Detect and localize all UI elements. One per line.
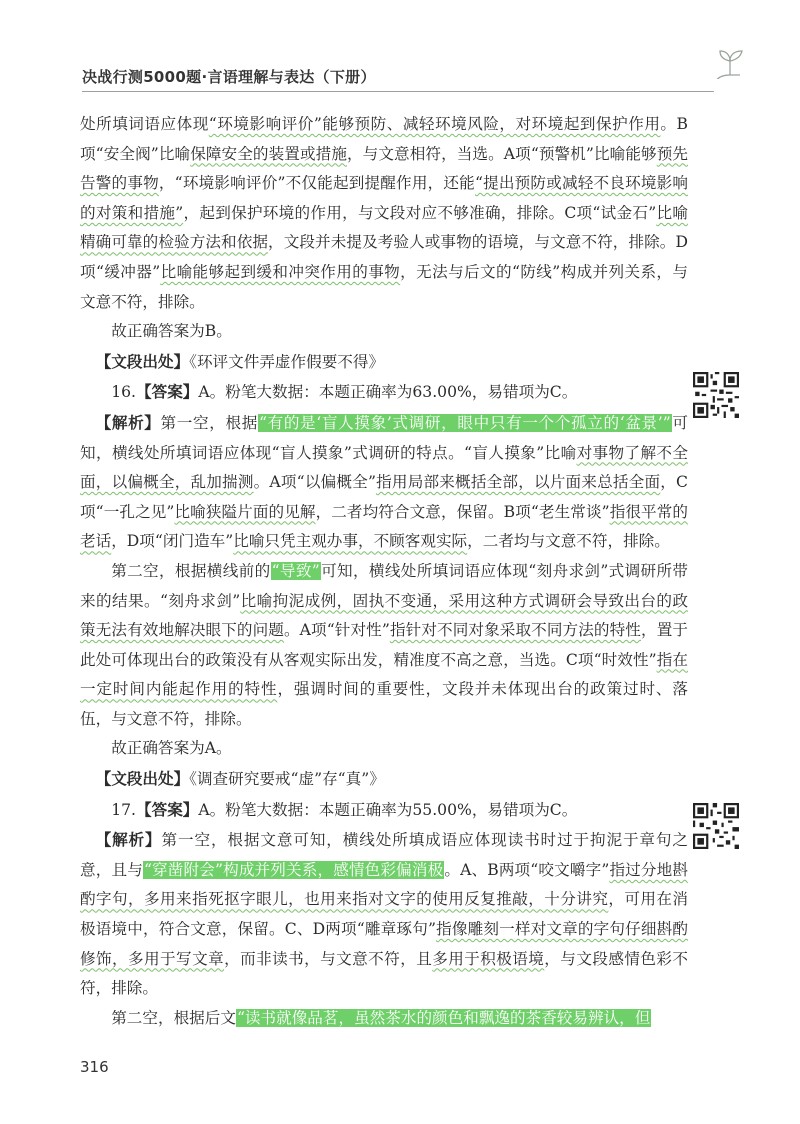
paragraph: 处所填词语应体现“环境影响评价”能够预防、减轻环境风险，对环境起到保护作用。B项“安全阀”比喻保障安全的装置或措施，与文意相符，当选。A项“预警机”比喻能够预先告警的事物，“环境影响评价”不仅能起到提醒作用，还能“提出预防或减轻不良环境影响的对策和措施”，起到保护环境的作用，与文段对应不够准确，排除。C项“试金石”比喻精确可靠的检验方法和依据，文段并未提及考验人或事物的语境，与文意不符，排除。D项“缓冲器”比喻能够起到缓和冲突作用的事物，无法与后文的“防线”构成并列关系，与文意不符，排除。 [80, 115, 688, 311]
source-line: 【文段出处】《环评文件弄虚作假要不得》 [95, 351, 385, 371]
paragraph: 第二空，根据后文“读书就像品茗，虽然茶水的颜色和飘逸的茶香较易辨认，但 [111, 1008, 651, 1027]
qr-code-icon[interactable] [693, 803, 739, 849]
paragraph: 故正确答案为B。 [111, 322, 232, 341]
answer-line: 16.【答案】A。粉笔大数据：本题正确率为63.00%，易错项为C。 [111, 382, 578, 402]
header-title: 决战行测5000题·言语理解与表达（下册） [82, 68, 376, 86]
sprout-icon [708, 45, 748, 79]
analysis-paragraph: 【解析】第一空，根据文意可知，横线处所填成语应体现读书时过于拘泥于章句之意，且与“穿凿附会”构成并列关系，感情色彩偏消极。A、B两项“咬文嚼字”指过分地斟酌字句，多用来指死抠字眼儿，也用来指对文字的使用反复推敲，十分讲究，可用在消极语境中，符合文意，保留。C、D两项“雕章琢句”指像雕刻一样对文章的字句仔细斟酌修饰，多用于写文章，而非读书，与文意不符，且多用于积极语境，与文段感情色彩不符，排除。 [80, 830, 688, 998]
source-line: 【文段出处】《调查研究要戒“虚”存“真”》 [95, 769, 385, 789]
header-rule [82, 91, 714, 92]
paragraph: 故正确答案为A。 [111, 739, 232, 758]
paragraph: 第二空，根据横线前的“导致”可知，横线处所填词语应体现“刻舟求剑”式调研所带来的结果。“刻舟求剑”比喻拘泥成例，固执不变通，采用这种方式调研会导致出台的政策无法有效地解决眼下的问题。A项“针对性”指针对不同对象采取不同方法的特性，置于此处可体现出台的政策没有从客观实际出发，精准度不高之意，当选。C项“时效性”指在一定时间内能起作用的特性，强调时间的重要性，文段并未体现出台的政策过时、落伍，与文意不符，排除。 [80, 561, 688, 728]
analysis-paragraph: 【解析】第一空，根据“有的是‘盲人摸象’式调研，眼中只有一个个孤立的‘盆景’”可知，横线处所填词语应体现“盲人摸象”式调研的特点。“盲人摸象”比喻对事物了解不全面，以偏概全，乱加揣测。A项“以偏概全”指用局部来概括全部，以片面来总括全面，C项“一孔之见”比喻狭隘片面的见解，二者均符合文意，保留。B项“老生常谈”指很平常的老话，D项“闭门造车”比喻只凭主观办事，不顾客观实际，二者均与文意不符，排除。 [80, 412, 688, 551]
body-text [80, 110, 688, 1033]
qr-code-icon[interactable] [693, 372, 739, 418]
page-number: 316 [80, 1058, 109, 1076]
answer-line: 17.【答案】A。粉笔大数据：本题正确率为55.00%，易错项为C。 [111, 799, 578, 819]
